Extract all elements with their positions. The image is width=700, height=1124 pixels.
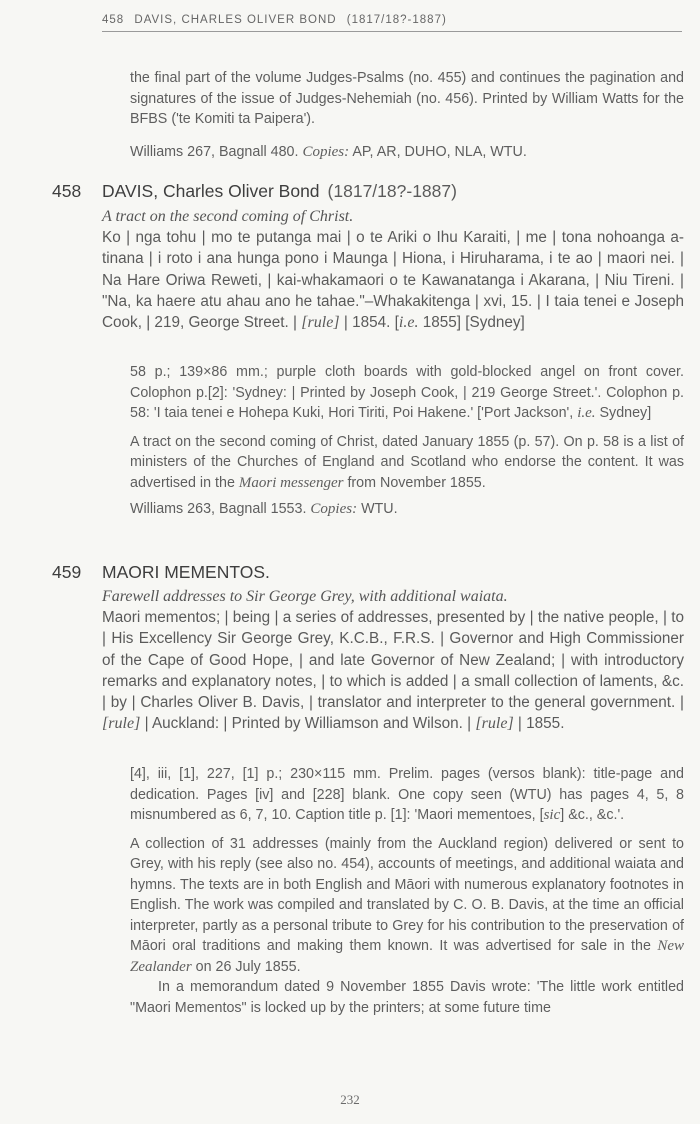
prev-entry-refs: Williams 267, Bagnall 480. [130,143,299,160]
entry-458-tp-end: 1855] [Sydney] [418,314,525,332]
entry-458-number: 458 [52,181,82,201]
entry-458-note-italic: Maori messenger [238,474,344,491]
entry-458-title: A tract on the second coming of Christ. [102,208,354,225]
entry-459-tp-rule-1: [rule] [102,715,141,733]
entry-458-title-block [102,206,684,333]
running-head-dates: (1817/18?-1887) [346,14,447,26]
running-head-page-ref: 458 [102,14,125,26]
entry-458-heading [52,181,692,202]
entry-458-note-text: A tract on the second coming of Christ, dated January 1855 (p. 57). On p. 58 is a list of ministers of the Churches of England and Scotland who endorse the content. It was advertised in the [130,433,684,491]
entry-459-title: Farewell addresses to Sir George Grey, with additional waiata. [102,588,508,605]
entry-459-tp-year: | 1855. [513,715,565,733]
entry-459-name: MAORI MEMENTOS. [102,562,270,582]
running-head-title: DAVIS, CHARLES OLIVER BOND [134,14,337,26]
entry-458-references [130,499,684,519]
entry-459-collation [130,764,684,826]
entry-459-title-block [102,586,684,735]
entry-458-tp-rule: [rule] [301,314,340,332]
entry-458-note [130,432,684,494]
prev-entry-continuation [130,68,684,162]
entry-458-description [130,362,684,519]
entry-459-tp-imprint: | Auckland: | Printed by Williamson and Wilson. | [140,715,476,733]
entry-458-refs: Williams 263, Bagnall 1553. [130,501,307,517]
prev-entry-references [130,142,684,162]
entry-459-note-end: on 26 July 1855. [191,958,301,975]
prev-entry-copies: AP, AR, DUHO, NLA, WTU. [352,143,527,160]
entry-459-memorandum: In a memorandum dated 9 November 1855 Davis wrote: 'The little work entitled "Maori Mementos" is locked up by the printers; at some future time [130,979,684,1016]
entry-459-title-page [102,607,684,735]
entry-458-copies-label: Copies: [310,501,358,517]
entry-458-copies: WTU. [361,501,398,517]
prev-entry-text: the final part of the volume Judges-Psalms (no. 455) and continues the pagination and signatures of the issue of Judges-Nehemiah (no. 456). Printed by William Watts for the BFBS ('te Komiti ta Paipera'). [130,70,684,127]
entry-458-collation [130,362,684,424]
entry-459-note-text: A collection of 31 addresses (mainly from the Auckland region) delivered or sent to Grey, with his reply (see also no. 454), accounts of meetings, and additional waiata and hymns. The texts are in both English and Māori with numerous explanatory footnotes in English. The work was compiled and translated by C. O. B. Davis, at the time an official interpreter, partly as a personal tribute to Grey for his contribution to the preservation of Māori oral traditions and making them known. It was advertised for sale in the [130,835,684,954]
entry-458-note-end: from November 1855. [343,474,486,491]
entry-459-note-italic: New Zealander [130,938,684,975]
entry-458-name: DAVIS, Charles Oliver Bond [102,181,320,201]
page-number: 232 [340,1092,360,1107]
entry-458-title-page [102,227,684,333]
entry-459-heading [52,562,692,583]
entry-458-tp-text: Ko | nga tohu | mo te putanga mai | o te Ariki o Ihu Karaiti, | me | tona nohoanga a-tinana | i roto i ana hunga pono i Maunga | Hiona, i Hiruharama, i te ao | maori nei. | Na Hare Oriwa Reweti, | kai-whakamaori o te Kawanatanga i Akarana, | Niu Tireni. | "Na, ka haere atu ahau ano he tahae."–Whakakitenga | xvi, 15. | I taia tenei e Joseph Cook, | 219, George Street. | [102,229,684,332]
entry-459-tp-rule-2: [rule] [475,715,514,733]
entry-459-number: 459 [52,562,82,582]
entry-459-description [130,764,684,1018]
entry-458-collation-ie: i.e. [577,405,596,421]
entry-459-collation-sic: sic [543,807,561,823]
prev-entry-copies-label: Copies: [302,143,350,160]
entry-458-collation-end: Sydney] [595,405,652,421]
running-head [102,14,682,32]
entry-458-dates: (1817/18?-1887) [327,181,457,201]
entry-459-tp-text: Maori mementos; | being | a series of addresses, presented by | the native people, | to | His Excellency Sir George Grey, K.C.B., F.R.S. | Governor and High Commissioner of the Cape of Good Hope, | and late Governor of New Zealand; | with introductory remarks and explanatory notes, | to which is added | a small collection of laments, &c. | by | Charles Oliver B. Davis, | translator and interpreter to the general government. | [102,609,684,712]
entry-458-collation-text: 58 p.; 139×86 mm.; purple cloth boards with gold-blocked angel on front cover. Colophon p.[2]: 'Sydney: | Printed by Joseph Cook, | 219 George Street.'. Colophon p. 58: 'I taia tenei e Hohepa Kuki, Hori Tiriti, Poi Hakene.' ['Port Jackson', [130,364,684,421]
entry-459-note [130,834,684,978]
entry-458-tp-ie: i.e. [398,314,419,332]
entry-458-tp-mid: | 1854. [ [339,314,399,332]
entry-459-collation-text: [4], iii, [1], 227, [1] p.; 230×115 mm. Prelim. pages (versos blank): title-page and dedication. Pages [iv] and [228] blank. One copy seen (WTU) has pages 4, 5, 8 misnumbered as 6, 7, 10. Caption title p. [1]: 'Maori mementoes, [ [130,766,684,823]
entry-459-collation-end: ] &c., &c.'. [560,807,625,823]
